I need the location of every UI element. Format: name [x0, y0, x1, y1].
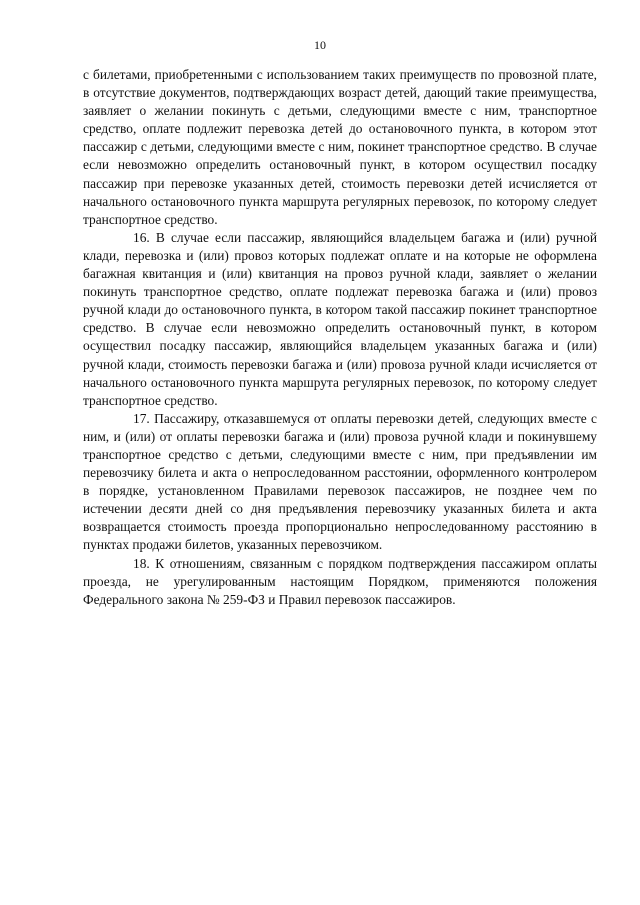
paragraph-continuation: с билетами, приобретенными с использованием таких преимуществ по провозной плате, в отсутствие документов, подтверждающих возраст детей, дающий такие преимущества, заявляет о желании покинуть с детьми, следующими вместе с ним, транспортное средство, оплате подлежит перевозка детей до остановочного пункта, в котором этот пассажир с детьми, следующими вместе с ним, покинет транспортное средство. В случае если невозможно определить остановочный пункт, в котором осуществил посадку пассажир при перевозке указанных детей, стоимость перевозки детей исчисляется от начального остановочного пункта маршрута регулярных перевозок, по которому следует транспортное средство.: [83, 67, 597, 227]
page-number: 10: [314, 38, 326, 52]
paragraph-18: 18. К отношениям, связанным с порядком подтверждения пассажиром оплаты проезда, не урегулированным настоящим Порядком, применяются положения Федерального закона № 259-ФЗ и Правил перевозок пассажиров.: [83, 555, 597, 607]
paragraph-17: 17. Пассажиру, отказавшемуся от оплаты перевозки детей, следующих вместе с ним, и (или) от оплаты перевозки багажа и (или) провоза ручной клади и покинувшему транспортное средство с детьми, следующими вместе с ним, при предъявлении им перевозчику билета и акта о непроследованном расстоянии, оформленного контролером в порядке, установленном Правилами перевозок пассажиров, не позднее чем по истечении десяти дней со дня предъявления перевозчику указанных билета и акта возвращается стоимость проезда пропорционально непроследованному расстоянию в пунктах продажи билетов, указанных перевозчиком.: [83, 410, 597, 553]
document-body: [83, 66, 597, 609]
paragraph-16: 16. В случае если пассажир, являющийся владельцем багажа и (или) ручной клади, перевозка и (или) провоз которых подлежат оплате и на которые не оформлена багажная квитанция и (или) квитанция на провоз ручной клади, заявляет о желании покинуть транспортное средство, оплате подлежат перевозка багажа и (или) провоз ручной клади до остановочного пункта, в котором такой пассажир покинет транспортное средство. В случае если невозможно определить остановочный пункт, в котором осуществил посадку пассажир, являющийся владельцем указанных багажа и (или) ручной клади, стоимость перевозки багажа и (или) провоза ручной клади исчисляется от начального остановочного пункта маршрута регулярных перевозок, по которому следует транспортное средство.: [83, 229, 597, 408]
